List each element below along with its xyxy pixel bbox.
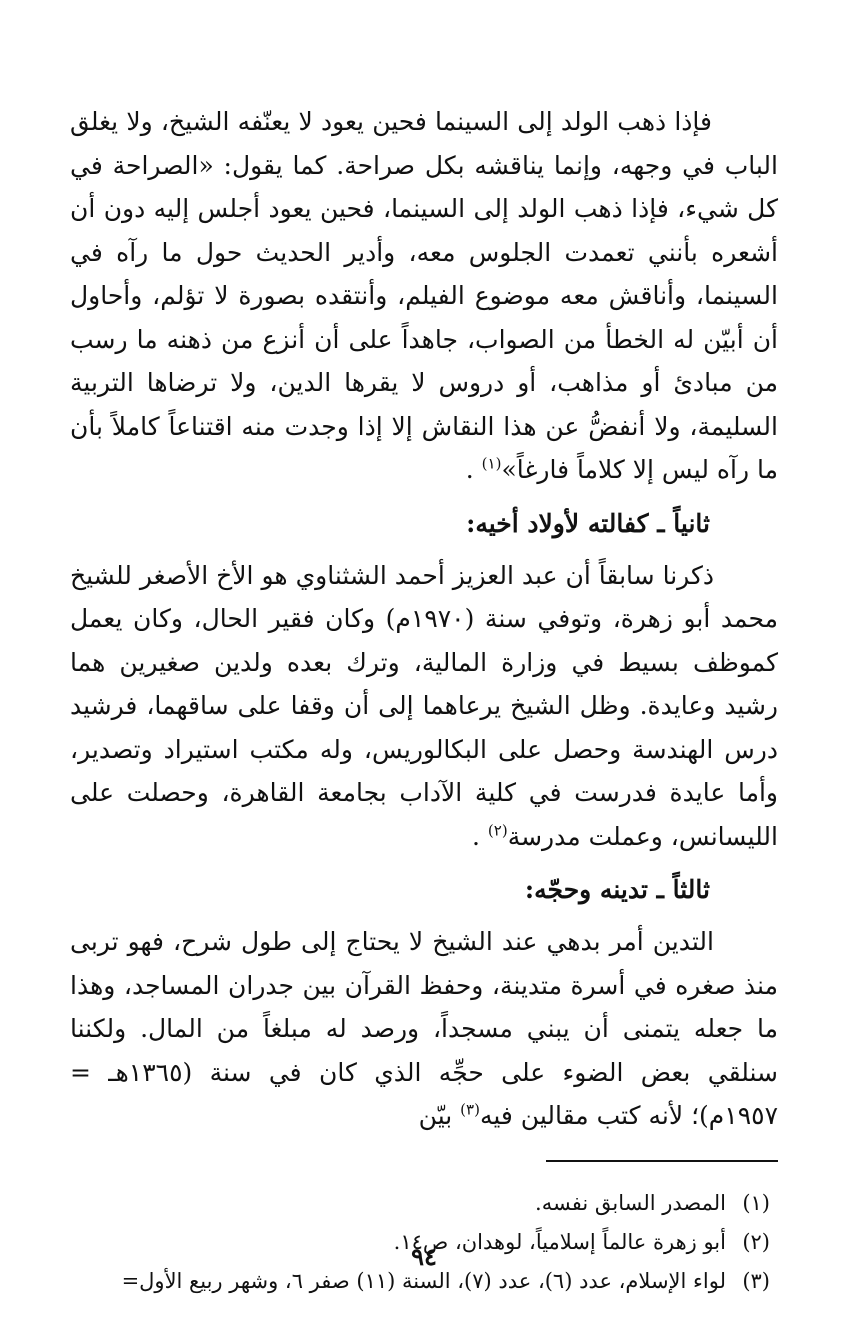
paragraph-end: .	[465, 455, 474, 484]
footnote-reference[interactable]: (١)	[481, 454, 502, 473]
paragraph-sinema	[70, 100, 778, 492]
paragraph-guardianship	[70, 554, 778, 859]
footnote-item	[70, 1184, 770, 1223]
paragraph-text: التدين أمر بدهي عند الشيخ لا يحتاج إلى طول شرح، فهو تربى منذ صغره في أسرة متدينة، وحفظ القرآن بين جدران المساجد، وهذا ما جعله يتمنى أن يبني مسجداً، ورصد له مبلغاً من المال. ولكننا سنلقي بعض الضوء على حجِّه الذي كان في سنة (١٣٦٥هـ = ١٩٥٧م)؛ لأنه كتب مقالين فيه	[70, 927, 778, 1130]
paragraph-end: بيّن	[418, 1101, 453, 1130]
footnote-text: لواء الإسلام، عدد (٦)، عدد (٧)، السنة (١١) صفر ٦، وشهر ربيع الأول=	[121, 1268, 726, 1293]
paragraph-text: فإذا ذهب الولد إلى السينما فحين يعود لا يعنّفه الشيخ، ولا يغلق الباب في وجهه، وإنما يناقشه بكل صراحة. كما يقول: «الصراحة في كل شيء، فإذا ذهب الولد إلى السينما، فحين يعود أجلس إليه دون أن أشعره بأنني تعمدت الجلوس معه، وأدير الحديث حول ما رآه في السينما، وأناقش معه موضوع الفيلم، وأنتقده بصورة لا تؤلم، وأحاول أن أبيّن له الخطأ من الصواب، جاهداً على أن أنزع من ذهنه ما رسب من مبادئ أو مذاهب، أو دروس لا يقرها الدين، ولا ترضاها التربية السليمة، ولا أنفضُّ عن هذا النقاش إلا إذا وجدت منه اقتناعاً كاملاً بأن ما رآه ليس إلا كلاماً فارغاً»	[70, 107, 778, 484]
paragraph-text: ذكرنا سابقاً أن عبد العزيز أحمد الشثناوي هو الأخ الأصغر للشيخ محمد أبو زهرة، وتوفي سنة (١٩٧٠م) وكان فقير الحال، وكان يعمل كموظف بسيط في وزارة المالية، وترك بعده ولدين صغيرين هما رشيد وعايدة. وظل الشيخ يرعاهما إلى أن وقفا على ساقهما، فرشيد درس الهندسة وحصل على البكالوريس، وله مكتب استيراد وتصدير، وأما عايدة فدرست في كلية الآداب بجامعة القاهرة، وحصلت على الليسانس، وعملت مدرسة	[70, 560, 778, 851]
footnote-text: المصدر السابق نفسه.	[535, 1190, 726, 1215]
footnote-number: (٣)	[742, 1268, 770, 1293]
page-number: ٩٤	[411, 1242, 437, 1271]
footnote-separator	[546, 1160, 778, 1162]
book-page	[70, 100, 778, 1293]
footnote-number: (١)	[742, 1190, 770, 1215]
footnote-number: (٢)	[742, 1229, 770, 1254]
footnote-reference[interactable]: (٣)	[460, 1100, 480, 1119]
footnote-text: أبو زهرة عالماً إسلامياً، لوهدان، ص١٤.	[393, 1229, 726, 1254]
footnote-reference[interactable]: (٢)	[487, 821, 508, 840]
paragraph-religiosity	[70, 920, 778, 1138]
section-heading-religiosity: ثالثاً ـ تدينه وحجّه:	[524, 875, 710, 904]
section-heading-guardianship: ثانياً ـ كفالته لأولاد أخيه:	[466, 508, 710, 538]
paragraph-end: .	[472, 821, 480, 851]
